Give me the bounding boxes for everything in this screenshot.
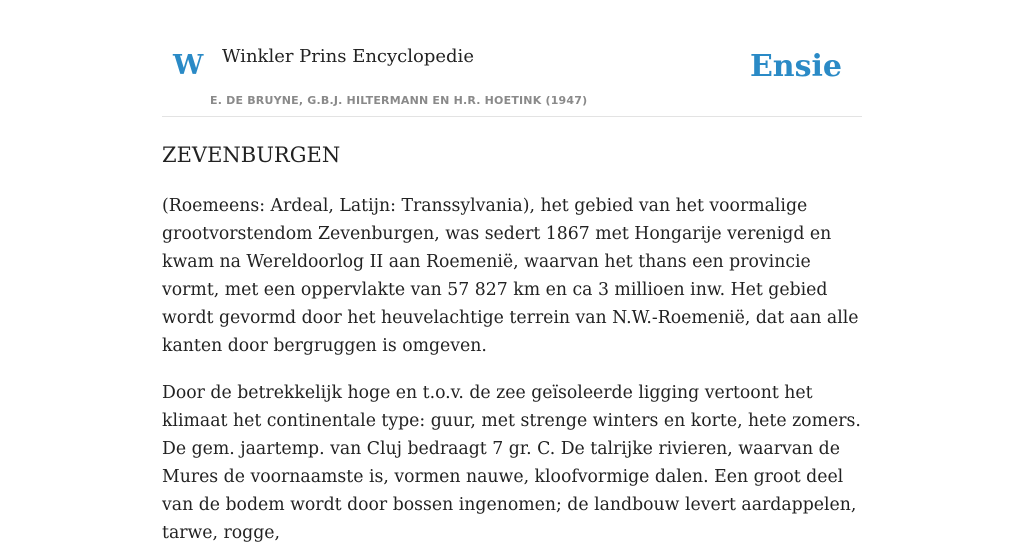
publication-title[interactable]: Winkler Prins Encyclopedie — [222, 46, 474, 67]
publication-logo[interactable]: W — [173, 50, 204, 81]
publication-authors: E. DE BRUYNE, G.B.J. HILTERMANN EN H.R. HOETINK (1947) — [210, 94, 588, 107]
article-paragraph: (Roemeens: Ardeal, Latijn: Transsylvania), het gebied van het voormalige grootvorstendom Zevenburgen, was sedert 1867 met Hongarije verenigd en kwam na Wereldoorlog II aan Roemenië, waarvan het thans een provincie vormt, met een oppervlakte van 57 827 km en ca 3 millioen inw. Het gebied wordt gevormd door het heuvelachtige terrein van N.W.-Roemenië, dat aan alle kanten door bergruggen is omgeven. — [162, 196, 859, 356]
article-title: ZEVENBURGEN — [162, 143, 341, 167]
site-logo[interactable]: Ensie — [749, 49, 842, 84]
article-paragraph: Door de betrekkelijk hoge en t.o.v. de zee geïsoleerde ligging vertoont het klimaat het continentale type: guur, met strenge winters en korte, hete zomers. De gem. jaartemp. van Cluj bedraagt 7 gr. C. De talrijke rivieren, waarvan de Mures de voornaamste is, vormen nauwe, kloofvormige dalen. Een groot deel van de bodem wordt door bossen ingenomen; de landbouw levert aardappelen, tarwe, rogge, — [162, 383, 861, 543]
article — [162, 140, 868, 547]
page-header — [162, 0, 862, 117]
